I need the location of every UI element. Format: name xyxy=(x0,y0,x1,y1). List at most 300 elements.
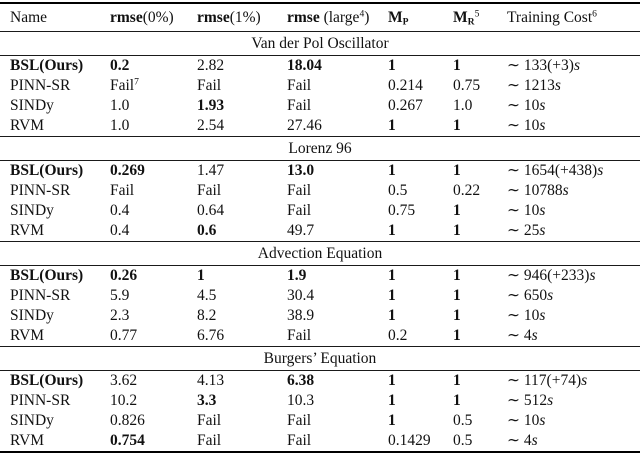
cell-text-run: ∼ xyxy=(507,202,524,220)
cell-text-run: ∼ xyxy=(507,97,524,115)
table-cell xyxy=(507,78,640,94)
results-table xyxy=(0,2,640,453)
method-name-cell xyxy=(10,308,110,324)
cell-text-run: SINDy xyxy=(10,412,54,430)
cell-text-run: 1 xyxy=(453,202,461,220)
table-cell xyxy=(197,223,287,239)
cell-text-run: 1 xyxy=(388,57,396,75)
cell-text-run: RVM xyxy=(10,327,45,345)
cell-text-run: BSL(Ours) xyxy=(10,57,84,75)
cell-text-run: 18.04 xyxy=(287,57,322,75)
table-cell xyxy=(388,78,453,94)
table-row xyxy=(0,201,640,221)
table-cell xyxy=(453,328,507,344)
cell-text-run: 13.0 xyxy=(287,162,315,180)
table-cell xyxy=(507,433,640,449)
cell-text-run: 1 xyxy=(388,412,396,430)
cell-text-run: ∼ xyxy=(507,267,524,285)
cell-text-run: 0.6 xyxy=(197,222,217,240)
cell-text-run: 6.76 xyxy=(197,327,225,345)
table-cell xyxy=(507,98,640,114)
table-cell xyxy=(110,98,197,114)
cell-text-run: ∼ xyxy=(507,412,524,430)
table-cell xyxy=(197,268,287,284)
cell-text-run: 10 xyxy=(523,307,540,325)
cell-text-run: 1.0 xyxy=(110,117,130,135)
table-cell xyxy=(287,163,388,179)
cell-text-run: RVM xyxy=(10,432,45,450)
cell-text-run: 0.5 xyxy=(453,432,473,450)
table-cell xyxy=(453,373,507,389)
table-cell xyxy=(287,393,388,409)
table-cell xyxy=(110,183,197,199)
table-cell xyxy=(197,413,287,429)
table-cell xyxy=(507,203,640,219)
method-name-cell xyxy=(10,328,110,344)
cell-text-run: Fail xyxy=(287,327,312,345)
cell-text-run: 1 xyxy=(197,267,205,285)
table-row xyxy=(0,161,640,181)
cell-text-run: s xyxy=(573,57,580,75)
method-name-cell xyxy=(10,98,110,114)
cell-text-run: 38.9 xyxy=(287,307,315,325)
cell-text-run: 2.54 xyxy=(197,117,225,135)
cell-text-run: 10.3 xyxy=(287,392,315,410)
table-cell xyxy=(287,288,388,304)
cell-text-run: SINDy xyxy=(10,202,54,220)
cell-text-run: s xyxy=(539,97,546,115)
table-cell xyxy=(453,288,507,304)
method-name-cell xyxy=(10,183,110,199)
table-cell xyxy=(287,223,388,239)
table-cell xyxy=(453,163,507,179)
cell-text-run: 1 xyxy=(453,117,461,135)
table-cell xyxy=(287,373,388,389)
table-row xyxy=(0,96,640,116)
table-row xyxy=(0,431,640,451)
table-cell xyxy=(287,78,388,94)
table-cell xyxy=(507,328,640,344)
method-name-cell xyxy=(10,78,110,94)
cell-text-run: ∼ xyxy=(507,307,524,325)
cell-text-run: 1 xyxy=(453,392,461,410)
header-text-run: 5 xyxy=(474,8,480,20)
table-cell xyxy=(388,203,453,219)
table-cell xyxy=(507,373,640,389)
table-cell xyxy=(507,183,640,199)
cell-text-run: 650 xyxy=(523,287,548,305)
cell-text-run: 0.75 xyxy=(453,77,481,95)
table-cell xyxy=(388,163,453,179)
table-cell xyxy=(507,223,640,239)
cell-text-run: s xyxy=(581,372,588,390)
table-cell xyxy=(507,118,640,134)
cell-text-run: 117(+74) xyxy=(523,372,582,390)
cell-text-run: 5.9 xyxy=(110,287,130,305)
cell-text-run: ∼ xyxy=(507,182,524,200)
cell-text-run: BSL(Ours) xyxy=(10,162,84,180)
header-text-run: 6 xyxy=(592,8,597,20)
table-cell xyxy=(110,288,197,304)
header-text-run: M xyxy=(388,8,403,26)
cell-text-run: 0.4 xyxy=(110,222,130,240)
table-cell xyxy=(507,413,640,429)
cell-text-run: 0.754 xyxy=(110,432,145,450)
cell-text-run: 1 xyxy=(388,372,396,390)
cell-text-run: PINN-SR xyxy=(10,182,71,200)
method-name-cell xyxy=(10,203,110,219)
cell-text-run: BSL(Ours) xyxy=(10,267,84,285)
cell-text-run: s xyxy=(547,392,554,410)
table-cell xyxy=(388,373,453,389)
table-row xyxy=(0,411,640,431)
cell-text-run: 512 xyxy=(523,392,548,410)
cell-text-run: ∼ xyxy=(507,327,524,345)
table-cell xyxy=(197,328,287,344)
cell-text-run: 25 xyxy=(523,222,540,240)
method-name-cell xyxy=(10,413,110,429)
table-cell xyxy=(453,78,507,94)
cell-text-run: ∼ xyxy=(507,222,524,240)
cell-text-run: 0.64 xyxy=(197,202,225,220)
cell-text-run: 1 xyxy=(388,222,396,240)
column-header-rmse-large xyxy=(287,10,388,26)
cell-text-run: ∼ xyxy=(507,162,524,180)
method-name-cell xyxy=(10,288,110,304)
cell-text-run: 1 xyxy=(453,267,461,285)
cell-text-run: 1654(+438) xyxy=(523,162,598,180)
cell-text-run: PINN-SR xyxy=(10,287,71,305)
cell-text-run: 0.1429 xyxy=(388,432,431,450)
table-cell xyxy=(110,223,197,239)
cell-text-run: 1 xyxy=(453,372,461,390)
table-cell xyxy=(197,118,287,134)
table-cell xyxy=(388,308,453,324)
cell-text-run: 7 xyxy=(134,76,139,88)
column-header-m-p xyxy=(388,10,453,26)
table-cell xyxy=(453,98,507,114)
cell-text-run: s xyxy=(539,202,546,220)
column-header-m-r xyxy=(453,10,507,26)
table-cell xyxy=(197,203,287,219)
cell-text-run: 1 xyxy=(453,287,461,305)
table-cell xyxy=(453,183,507,199)
table-row xyxy=(0,326,640,346)
cell-text-run: 4 xyxy=(523,432,532,450)
header-text-run: Training Cost xyxy=(507,8,593,26)
section-title: Advection Equation xyxy=(257,244,383,262)
cell-text-run: 0.22 xyxy=(453,182,481,200)
table-cell xyxy=(388,223,453,239)
cell-text-run: s xyxy=(539,117,546,135)
table-cell xyxy=(110,373,197,389)
header-text-run: rmse xyxy=(110,8,143,26)
table-cell xyxy=(110,203,197,219)
table-cell xyxy=(110,118,197,134)
cell-text-run: 1213 xyxy=(523,77,555,95)
cell-text-run: 30.4 xyxy=(287,287,315,305)
cell-text-run: 1 xyxy=(453,327,461,345)
table-row xyxy=(0,76,640,96)
cell-text-run: 0.5 xyxy=(388,182,408,200)
cell-text-run: 0.826 xyxy=(110,412,145,430)
cell-text-run: ∼ xyxy=(507,392,524,410)
table-cell xyxy=(507,393,640,409)
cell-text-run: 4 xyxy=(523,327,532,345)
table-row xyxy=(0,266,640,286)
table-cell xyxy=(197,373,287,389)
cell-text-run: ∼ xyxy=(507,372,524,390)
cell-text-run: Fail xyxy=(287,97,312,115)
cell-text-run: 6.38 xyxy=(287,372,315,390)
table-cell xyxy=(197,98,287,114)
method-name-cell xyxy=(10,118,110,134)
table-header-row xyxy=(0,4,640,31)
table-cell xyxy=(287,203,388,219)
header-text-run: Name xyxy=(10,8,48,26)
cell-text-run: Fail xyxy=(197,412,222,430)
cell-text-run: 0.26 xyxy=(110,267,138,285)
cell-text-run: 1.0 xyxy=(453,97,473,115)
cell-text-run: 1 xyxy=(453,222,461,240)
table-cell xyxy=(110,78,197,94)
cell-text-run: 4.5 xyxy=(197,287,217,305)
table-row xyxy=(0,181,640,201)
table-cell xyxy=(388,268,453,284)
column-header-name xyxy=(10,10,110,26)
header-text-run: R xyxy=(467,16,475,28)
cell-text-run: ∼ xyxy=(507,117,524,135)
cell-text-run: 10.2 xyxy=(110,392,138,410)
table-cell xyxy=(287,413,388,429)
table-cell xyxy=(287,183,388,199)
cell-text-run: PINN-SR xyxy=(10,77,71,95)
table-cell xyxy=(197,58,287,74)
cell-text-run: s xyxy=(539,222,546,240)
table-cell xyxy=(388,288,453,304)
cell-text-run: 1 xyxy=(388,392,396,410)
cell-text-run: RVM xyxy=(10,222,45,240)
column-header-training-cost xyxy=(507,10,640,26)
cell-text-run: 1 xyxy=(388,117,396,135)
table-cell xyxy=(507,58,640,74)
table-cell xyxy=(197,393,287,409)
cell-text-run: Fail xyxy=(197,432,222,450)
table-row xyxy=(0,286,640,306)
table-cell xyxy=(453,308,507,324)
cell-text-run: 49.7 xyxy=(287,222,315,240)
cell-text-run: Fail xyxy=(287,432,312,450)
section-title: Van der Pol Oscillator xyxy=(251,34,389,52)
table-cell xyxy=(453,223,507,239)
cell-text-run: SINDy xyxy=(10,307,54,325)
cell-text-run: 3.62 xyxy=(110,372,138,390)
method-name-cell xyxy=(10,433,110,449)
header-text-run: P xyxy=(402,16,409,28)
column-header-rmse-1 xyxy=(197,10,287,26)
cell-text-run: 1 xyxy=(388,162,396,180)
cell-text-run: BSL(Ours) xyxy=(10,372,84,390)
cell-text-run: Fail xyxy=(287,77,312,95)
cell-text-run: PINN-SR xyxy=(10,392,71,410)
table-cell xyxy=(110,268,197,284)
cell-text-run: s xyxy=(539,307,546,325)
cell-text-run: Fail xyxy=(197,182,222,200)
header-text-run: (0%) xyxy=(142,8,174,26)
table-cell xyxy=(388,433,453,449)
cell-text-run: 0.267 xyxy=(388,97,423,115)
table-cell xyxy=(287,98,388,114)
table-cell xyxy=(453,433,507,449)
cell-text-run: 0.269 xyxy=(110,162,145,180)
table-cell xyxy=(287,118,388,134)
cell-text-run: 4.13 xyxy=(197,372,225,390)
table-row xyxy=(0,391,640,411)
method-name-cell xyxy=(10,268,110,284)
table-row xyxy=(0,56,640,76)
table-cell xyxy=(388,328,453,344)
table-cell xyxy=(110,433,197,449)
method-name-cell xyxy=(10,58,110,74)
cell-text-run: 0.2 xyxy=(388,327,408,345)
table-cell xyxy=(110,163,197,179)
cell-text-run: ∼ xyxy=(507,77,524,95)
cell-text-run: 1 xyxy=(453,307,461,325)
cell-text-run: 10 xyxy=(523,117,540,135)
cell-text-run: 1 xyxy=(388,267,396,285)
table-cell xyxy=(507,163,640,179)
table-cell xyxy=(388,413,453,429)
header-text-run: (1%) xyxy=(229,8,261,26)
header-text-run: rmse xyxy=(287,8,320,26)
cell-text-run: Fail xyxy=(197,77,222,95)
cell-text-run: 0.77 xyxy=(110,327,138,345)
bottom-rule xyxy=(0,451,640,453)
cell-text-run: RVM xyxy=(10,117,45,135)
cell-text-run: Fail xyxy=(287,202,312,220)
table-cell xyxy=(453,413,507,429)
cell-text-run: 0.75 xyxy=(388,202,416,220)
table-cell xyxy=(110,308,197,324)
table-row xyxy=(0,306,640,326)
cell-text-run: 10 xyxy=(523,97,540,115)
cell-text-run: ∼ xyxy=(507,287,524,305)
table-cell xyxy=(110,413,197,429)
section-title: Burgers’ Equation xyxy=(263,349,377,367)
cell-text-run: 133(+3) xyxy=(523,57,574,75)
cell-text-run: s xyxy=(531,432,538,450)
table-cell xyxy=(388,393,453,409)
cell-text-run: s xyxy=(597,162,604,180)
cell-text-run: 0.5 xyxy=(453,412,473,430)
method-name-cell xyxy=(10,223,110,239)
cell-text-run: 3.3 xyxy=(197,392,217,410)
cell-text-run: s xyxy=(589,267,596,285)
table-cell xyxy=(287,58,388,74)
table-cell xyxy=(453,268,507,284)
cell-text-run: 8.2 xyxy=(197,307,217,325)
table-cell xyxy=(197,308,287,324)
cell-text-run: 27.46 xyxy=(287,117,322,135)
cell-text-run: 1.9 xyxy=(287,267,307,285)
header-text-run: 4 xyxy=(359,8,365,20)
table-cell xyxy=(110,393,197,409)
method-name-cell xyxy=(10,393,110,409)
cell-text-run: 1 xyxy=(453,57,461,75)
cell-text-run: 0.214 xyxy=(388,77,423,95)
table-cell xyxy=(453,58,507,74)
cell-text-run: ∼ xyxy=(507,57,524,75)
table-cell xyxy=(197,183,287,199)
cell-text-run: 1.93 xyxy=(197,97,225,115)
cell-text-run: s xyxy=(531,327,538,345)
cell-text-run: Fail xyxy=(287,412,312,430)
table-cell xyxy=(287,433,388,449)
table-cell xyxy=(453,118,507,134)
table-cell xyxy=(453,203,507,219)
table-row xyxy=(0,221,640,241)
header-text-run: (large xyxy=(319,8,360,26)
table-cell xyxy=(197,433,287,449)
cell-text-run: s xyxy=(539,412,546,430)
table-cell xyxy=(110,328,197,344)
cell-text-run: 1 xyxy=(453,162,461,180)
header-text-run: ) xyxy=(364,8,370,26)
cell-text-run: 10 xyxy=(523,202,540,220)
cell-text-run: 946(+233) xyxy=(523,267,590,285)
table-cell xyxy=(388,118,453,134)
header-text-run: M xyxy=(453,8,468,26)
cell-text-run: 1 xyxy=(388,287,396,305)
cell-text-run: 1 xyxy=(388,307,396,325)
cell-text-run: 10788 xyxy=(523,182,563,200)
column-header-rmse-0 xyxy=(110,10,197,26)
table-cell xyxy=(197,163,287,179)
cell-text-run: 2.3 xyxy=(110,307,130,325)
table-cell xyxy=(197,78,287,94)
cell-text-run: 1.47 xyxy=(197,162,225,180)
cell-text-run: s xyxy=(547,287,554,305)
header-text-run: rmse xyxy=(197,8,230,26)
cell-text-run: 2.82 xyxy=(197,57,225,75)
table-cell xyxy=(507,268,640,284)
table-cell xyxy=(507,308,640,324)
cell-text-run: 0.2 xyxy=(110,57,130,75)
table-cell xyxy=(197,288,287,304)
table-cell xyxy=(388,58,453,74)
cell-text-run: Fail xyxy=(287,182,312,200)
table-body xyxy=(0,32,640,453)
cell-text-run: 1.0 xyxy=(110,97,130,115)
table-cell xyxy=(110,58,197,74)
table-cell xyxy=(388,98,453,114)
cell-text-run: ∼ xyxy=(507,432,524,450)
cell-text-run: Fail xyxy=(110,182,135,200)
cell-text-run: SINDy xyxy=(10,97,54,115)
cell-text-run: 0.4 xyxy=(110,202,130,220)
table-cell xyxy=(388,183,453,199)
table-cell xyxy=(287,308,388,324)
table-cell xyxy=(287,268,388,284)
cell-text-run: 10 xyxy=(523,412,540,430)
section-title: Lorenz 96 xyxy=(288,139,352,157)
method-name-cell xyxy=(10,163,110,179)
cell-text-run: Fail xyxy=(110,77,135,95)
table-cell xyxy=(287,328,388,344)
cell-text-run: s xyxy=(554,77,561,95)
method-name-cell xyxy=(10,373,110,389)
cell-text-run: s xyxy=(562,182,569,200)
